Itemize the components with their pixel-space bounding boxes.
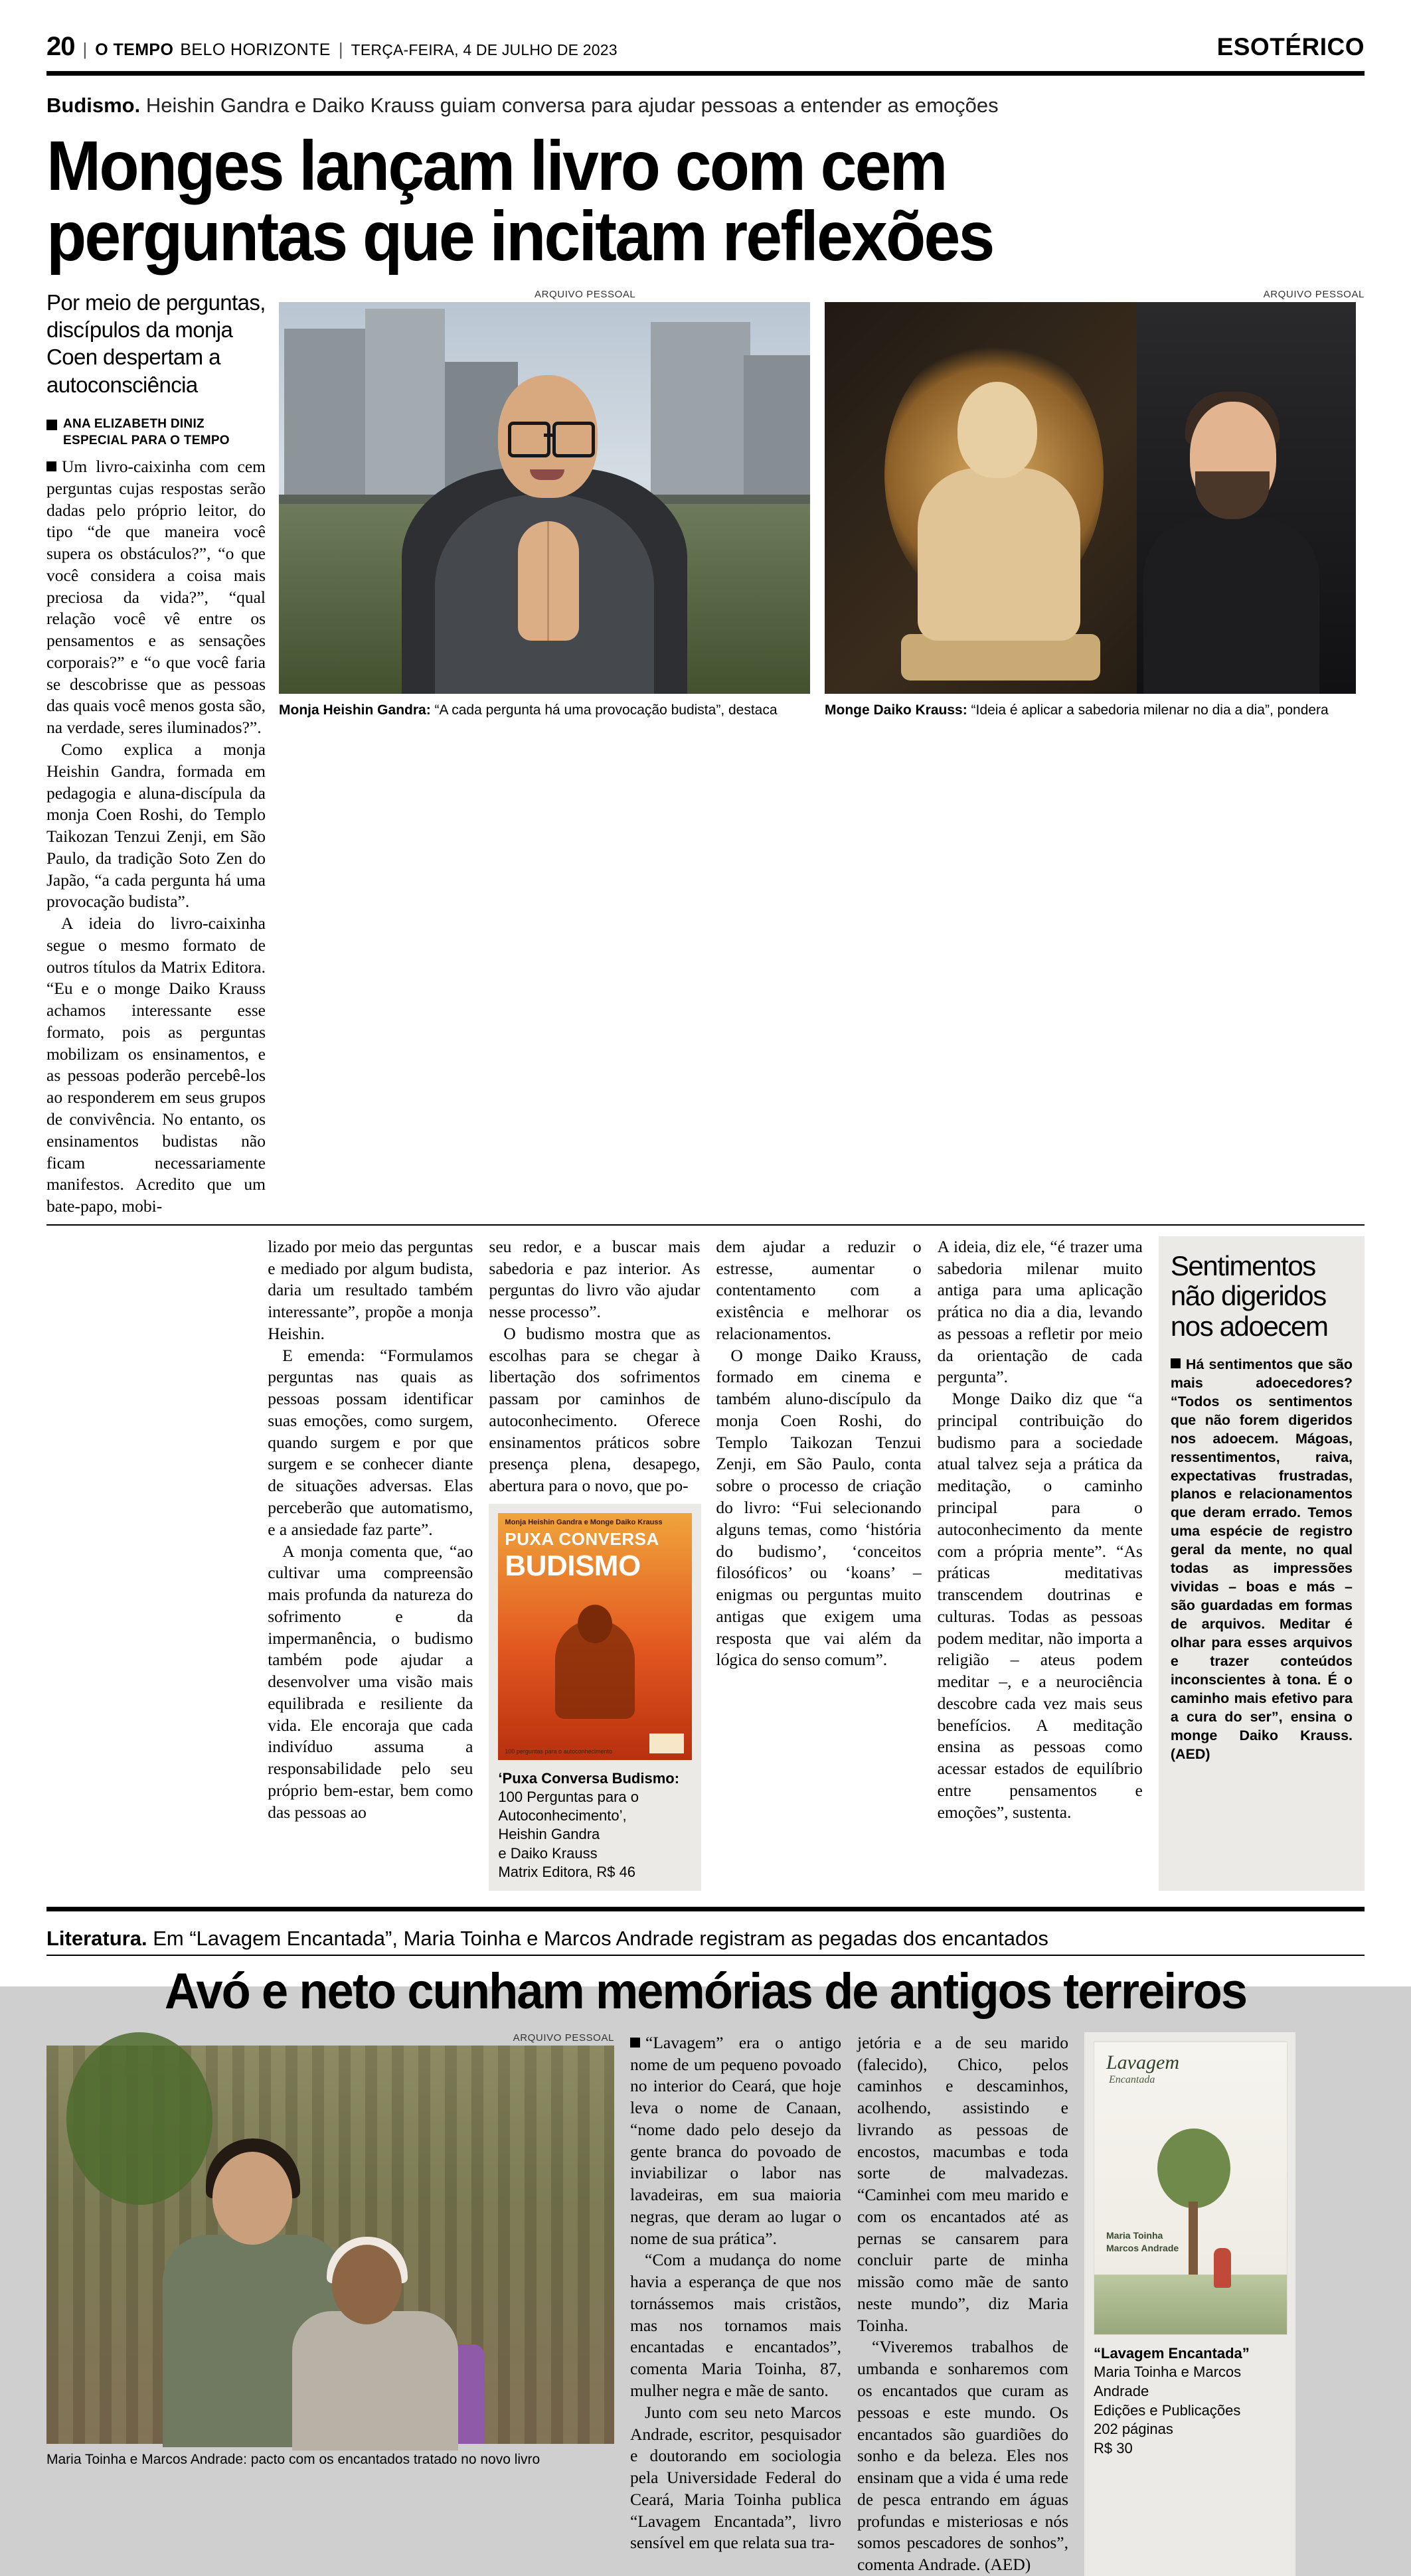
photo-monja-heishin-gandra [279, 302, 810, 694]
paragraph: Junto com seu neto Marcos Andrade, escritor, pesquisador e doutorando em sociologia pela Universidade Federal do Ceará, Maria Toinha publica “Lavagem Encantada”, livro sensível em que relata sua tra- [630, 2402, 841, 2553]
paper-name: O TEMPO [95, 40, 174, 59]
book2-line5: 202 páginas [1094, 2421, 1173, 2438]
paragraph: A monja comenta que, “ao cultivar uma compreensão mais profunda da natureza do sofrimento e da impermanência, o budismo também pode ajudar a desenvolver uma visão mais equilibrada e resiliente da vida. Ele encoraja que cada indivíduo assuma a responsabilidade pelo seu próprio bem-estar, bem como das pessoas ao [268, 1541, 473, 1822]
book-cover-title-1: PUXA CONVERSA [505, 1529, 659, 1550]
story1-intro-text [46, 456, 266, 1218]
masthead-separator-2: | [338, 39, 343, 59]
photo2-caption-text: “Ideia é aplicar a sabedoria milenar no dia a dia”, pondera [967, 702, 1329, 718]
lead-bullet-icon [46, 461, 56, 471]
book-cover-publisher-logo [649, 1733, 684, 1753]
story2 [46, 1907, 1365, 2576]
story1-text-columns [46, 1236, 1365, 1891]
story1-headline-line2: perguntas que incitam reflexões [46, 197, 993, 276]
sidebar-body [1171, 1356, 1353, 1764]
book2-line4: Edições e Publicações [1094, 2401, 1241, 2419]
photo-monge-daiko-krauss [825, 302, 1356, 694]
story2-headline: Avó e neto cunham memórias de antigos terreiros [164, 1963, 1247, 2020]
story1-kicker-label: Budismo. [46, 94, 141, 117]
book-info-box-puxa-conversa [489, 1504, 701, 1891]
paragraph: jetória e a de seu marido (falecido), Chico, pelos caminhos e descaminhos, acolhendo, assistindo e livrando as pessoas de encostos, macumbas e toda sorte de malvadezas. “Caminhei com meu marido e com os encantados até as pernas se cansarem para concluir parte de minha missão como mãe de santo neste mundo”, diz Maria Toinha. [857, 2032, 1068, 2335]
sidebar-sentimentos [1159, 1236, 1365, 1891]
book2-line6: R$ 30 [1094, 2439, 1133, 2456]
story2-kicker-label: Literatura. [46, 1926, 147, 1950]
book-cover-subtitle: 100 perguntas para o autoconhecimento [505, 1748, 613, 1755]
section-label: ESOTÉRICO [1216, 33, 1365, 60]
book2-cover-image [1094, 2042, 1287, 2335]
story1-column-2 [268, 1236, 473, 1891]
story2-column-1 [630, 2032, 841, 2576]
byline-author: ANA ELIZABETH DINIZ [63, 416, 205, 431]
byline-bullet-icon [46, 420, 57, 430]
photo-row [279, 302, 1365, 694]
masthead [46, 32, 1365, 67]
story1-intro-column [46, 289, 266, 1218]
story2-kicker-text: Em “Lavagem Encantada”, Maria Toinha e Marcos Andrade registram as pegadas dos encantados [153, 1926, 1048, 1950]
paragraph: A ideia do livro-caixinha segue o mesmo formato de outros títulos da Matrix Editora. “Eu e o monge Daiko Krauss achamos interessante esse formato, pois as perguntas mobilizam os ensinamentos, e as pessoas poderão percebê-los ao responderem em seus grupos de convivência. No entanto, os ensinamentos budistas não ficam necessariamente manifestos. Acredito que um bate-papo, mobi- [46, 914, 266, 1216]
sidebar-body-text: Há sentimentos que são mais adoecedores? “Todos os sentimentos que não forem digeridos nos adoecem. Mágoas, ressentimentos, raiva, expectativas frustradas, planos e relacionamentos que deram errado. Temos uma espécie de registro geral da mente, no qual todas as impressões vividas – boas e más – são guardadas em formas de arquivos. Meditar é olhar para esses arquivos e trazer conteúdos inconscientes à tona. É o caminho mais efetivo para a cura do ser”, ensina o monge Daiko Krauss. (AED) [1170, 1356, 1353, 1762]
story2-top-rule [46, 1907, 1365, 1911]
paragraph: “Com a mudança do nome havia a esperança de que nos tornássemos mais cristãos, mas nos tornamos mais encantadas e encantados”, comenta Maria Toinha, 87, mulher negra e mãe de santo. [630, 2250, 841, 2400]
paragraph: “Viveremos trabalhos de umbanda e sonharemos com os encantados que curam as pessoas e este mundo. Os encantados são guardiões do sonho e da beleza. Eles nos ensinam que a vida é uma rede de pesca entrando em águas profundas e misteriosas e nós somos pescadores de sonhos”, comenta Andrade. (AED) [857, 2337, 1068, 2575]
paragraph [630, 2032, 841, 2250]
byline [46, 416, 266, 449]
book2-line2: Maria Toinha e Marcos [1094, 2364, 1242, 2381]
paragraph: dem ajudar a reduzir o estresse, aumentar o contentamento com a existência e melhorar os relacionamentos. [716, 1236, 922, 1343]
photo1-credit: ARQUIVO PESSOAL [535, 288, 636, 300]
story1-subdeck: Por meio de perguntas, discípulos da monja Coen despertam a autoconsciência [46, 289, 266, 397]
photo-credits [279, 289, 1365, 300]
book-line6: Matrix Editora, R$ 46 [498, 1863, 636, 1880]
story2-photo-block [46, 2032, 614, 2576]
book2-title: “Lavagem Encantada” [1094, 2344, 1250, 2362]
page-number: 20 [46, 32, 75, 61]
byline-role: ESPECIAL PARA O TEMPO [63, 434, 230, 448]
story2-kicker [46, 1926, 1365, 1952]
paper-city: BELO HORIZONTE [180, 40, 331, 59]
book-line3: Autoconhecimento’, [498, 1807, 627, 1824]
paragraph: A ideia, diz ele, “é trazer uma sabedoria milenar muito antiga para uma aplicação prática no dia a dia, levando as pessoas a refletir por meio da orientação de cada pergunta”. [937, 1236, 1143, 1387]
book2-cover-author-1: Maria Toinha [1106, 2229, 1163, 2241]
publication-date: TERÇA-FEIRA, 4 DE JULHO DE 2023 [351, 41, 618, 58]
book2-line3: Andrade [1094, 2382, 1149, 2399]
caption-row [279, 694, 1365, 719]
story1-column-5 [938, 1236, 1143, 1891]
paragraph: O budismo mostra que as escolhas para se chegar à libertação dos sofrimentos passam por caminhos de autoconhecimento. Oferece ensinamentos práticos sobre presença plena, desapego, abertura para o novo, que po- [489, 1323, 701, 1496]
story2-grid [46, 2032, 1365, 2576]
book-info-box-lavagem-encantada [1084, 2032, 1295, 2576]
book2-meta [1094, 2344, 1286, 2458]
photo-maria-toinha-marcos-andrade [46, 2046, 614, 2444]
story1-top-section [46, 289, 1365, 1218]
photo1-caption [279, 702, 810, 719]
paragraph: seu redor, e a buscar mais sabedoria e paz interior. As perguntas do livro vão ajudar nesse processo”. [489, 1236, 701, 1322]
book2-cover-subtitle: Encantada [1109, 2073, 1155, 2085]
story1-column-1-spacer [46, 1236, 252, 1891]
book-line2: 100 Perguntas para o [498, 1789, 639, 1806]
paragraph-text: Um livro-caixinha com cem perguntas cujas respostas serão dadas pelo próprio leitor, do tipo “de que maneira você supera os obstáculos?”, “o que você considera a coisa mais preciosa da vida?”, “qual relação você vê entre os pensamentos e as sensações corporais?” e “o que você faria se descobrisse que as pessoas das quais você menos gosta são, na verdade, seres iluminados?”. [46, 457, 266, 738]
story1-kicker [46, 93, 1365, 119]
masthead-rule [46, 71, 1365, 76]
story1-kicker-text: Heishin Gandra e Daiko Krauss guiam conversa para ajudar pessoas a entender as emoções [145, 94, 999, 117]
book-line5: e Daiko Krauss [498, 1844, 598, 1862]
sidebar-title-line1: Sentimentos [1170, 1249, 1315, 1281]
paragraph: O monge Daiko Krauss, formado em cinema e também aluno-discípulo da monja Coen Roshi, do Templo Taikozan Tenzui Zenji, em São Paulo, conta sobre o processo de criação do livro: “Fui selecionando alguns temas, como ‘história do budismo’, ‘conceitos filosóficos’ ou ‘koans’ – enigmas ou perguntas muito antigas que exigem uma resposta que vai além da lógica do senso comum”. [716, 1345, 922, 1670]
lead-bullet-icon [630, 2038, 640, 2048]
paragraph [46, 456, 266, 739]
story1-columns-rule [46, 1224, 1365, 1226]
book-title: ‘Puxa Conversa Budismo: [498, 1770, 680, 1787]
photo2-caption-subject: Monge Daiko Krauss: [825, 702, 967, 718]
story1-column-4 [716, 1236, 921, 1891]
story2-photo-caption: Maria Toinha e Marcos Andrade: pacto com os encantados tratado no novo livro [46, 2451, 540, 2467]
byline-text [63, 416, 230, 449]
paragraph: Monge Daiko diz que “a principal contribuição do budismo para a sociedade atual talvez seja a prática da meditação, o caminho principal para o autoconhecimento da mente com a própria mente”. “As práticas meditativas transcendem doutrinas e culturas. Todas as pessoas podem meditar, não importa a religião – ateus podem meditar –, e a neurociência descobre cada vez mais seus benefícios. A meditação ensina as pessoas como acessar estados de equilíbrio entre pensamentos e emoções”, sustenta. [937, 1389, 1143, 1822]
paragraph-text: “Lavagem” era o antigo nome de um pequeno povoado no interior do Ceará, que hoje leva o nome de Canaan, “nome dado pelo desejo da gente branca do povoado de inviabilizar o labor nas lavadeiras, em sua maioria negras, que deram ao lugar o nome de sua prática”. [630, 2032, 841, 2248]
story1-headline-line1: Monges lançam livro com cem [46, 126, 946, 205]
story2-column-2 [857, 2032, 1068, 2576]
story1-column-3 [489, 1236, 700, 1891]
book2-cover-author-2: Marcos Andrade [1106, 2242, 1179, 2253]
photo2-caption [825, 702, 1356, 719]
sidebar-title [1171, 1251, 1353, 1341]
masthead-separator-1: | [82, 39, 88, 59]
book2-cover-authors [1106, 2229, 1179, 2255]
book-cover-title-2: BUDISMO [505, 1550, 641, 1583]
story1-photos [279, 289, 1365, 1218]
paragraph: Como explica a monja Heishin Gandra, formada em pedagogia e aluna-discípula da monja Coen Roshi, do Templo Taikozan Tenzui Zenji, em São Paulo, da tradição Soto Zen do Japão, “a cada pergunta há uma provocação budista”. [46, 739, 266, 912]
sidebar-title-line3: nos adoecem [1170, 1310, 1328, 1342]
book-cover-image [498, 1513, 692, 1760]
story2-photo-credit: ARQUIVO PESSOAL [513, 2032, 614, 2044]
photo1-caption-text: “A cada pergunta há uma provocação budista”, destaca [430, 702, 778, 718]
paragraph: E emenda: “Formulamos perguntas nas quais as pessoas possam identificar suas emoções, como surgem, quando surgem e por que surgem e se conhecer diante de situações adversas. Elas perceberão que automatismo, e a ansiedade faz parte”. [268, 1345, 473, 1539]
photo2-credit: ARQUIVO PESSOAL [1263, 288, 1365, 300]
book2-cover-title: Lavagem [1106, 2051, 1179, 2073]
story1-headline [46, 126, 1358, 276]
masthead-left [46, 32, 618, 62]
paragraph: lizado por meio das perguntas e mediado por algum budista, daria um resultado também interessante”, propõe a monja Heishin. [268, 1236, 473, 1343]
sidebar-title-line2: não digeridos [1170, 1280, 1326, 1312]
book-line4: Heishin Gandra [498, 1826, 600, 1843]
book-meta [498, 1769, 692, 1882]
story2-kicker-rule [46, 1955, 1365, 1956]
book-cover-authors: Monja Heishin Gandra e Monge Daiko Krauss [505, 1518, 663, 1527]
sidebar-bullet-icon [1171, 1358, 1181, 1368]
photo1-caption-subject: Monja Heishin Gandra: [279, 702, 431, 718]
